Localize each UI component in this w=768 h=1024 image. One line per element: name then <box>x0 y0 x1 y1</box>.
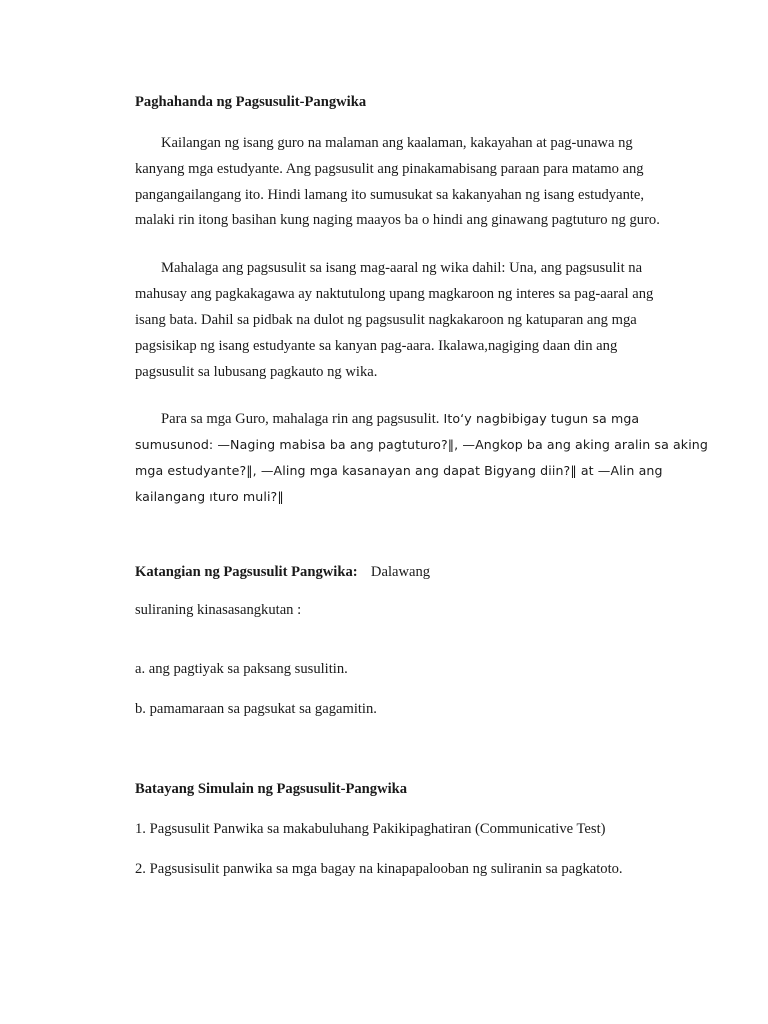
paragraph3-line2: sumusunod: —Naging mabisa ba ang pagtuturo?‖, —Angkop ba ang aking aralin sa aking <box>135 437 708 452</box>
batayang-item-2: 2. Pagsusisulit panwika sa mga bagay na kinapapalooban ng suliranin sa pagkatoto. <box>135 861 623 877</box>
paragraph2-line5: pagsusulit sa lubusang pagkauto ng wika. <box>135 364 378 380</box>
batayang-item-1: 1. Pagsusulit Panwika sa makabuluhang Pakikipaghatiran (Communicative Test) <box>135 821 606 837</box>
paragraph1-line1: Kailangan ng isang guro na malaman ang kaalaman, kakayahan at pag-unawa ng <box>161 135 633 151</box>
paragraph2-line1: Mahalaga ang pagsusulit sa isang mag-aaral ng wika dahil: Una, ang pagsusulit na <box>161 260 643 276</box>
section-heading-katangian <box>135 563 430 581</box>
paragraph2-line2: mahusay ang pagkakagawa ay naktutulong upang magkaroon ng interes sa pag-aaral ang <box>135 286 654 302</box>
katangian-item-a: a. ang pagtiyak sa paksang susulitin. <box>135 661 348 677</box>
paragraph3-line1-serif: Para sa mga Guro, mahalaga rin ang pagsusulit. <box>161 411 440 427</box>
paragraph3-line3: mga estudyante?‖, —Aling mga kasanayan ang dapat Bigyang diin?‖ at —Alin ang <box>135 463 663 478</box>
katangian-continuation: suliraning kinasasangkutan : <box>135 602 302 618</box>
section-heading-paghahanda: Paghahanda ng Pagsusulit-Pangwika <box>135 94 367 110</box>
paragraph2-line3: isang bata. Dahil sa pidbak na dulot ng pagsusulit nagkakaroon ng katuparan ang mga <box>135 312 637 328</box>
paragraph3-line1 <box>161 410 639 428</box>
paragraph3-line1-sans: Ito‘y nagbibigay tugun sa mga <box>439 411 640 426</box>
paragraph2-line4: pagsisikap ng isang estudyante sa kanyan pag-aara. Ikalawa,nagiging daan din ang <box>135 338 618 354</box>
katangian-heading-bold: Katangian ng Pagsusulit Pangwika: <box>135 564 358 580</box>
katangian-heading-trailing: Dalawang <box>370 564 431 580</box>
paragraph1-line3: pangangailangang ito. Hindi lamang ito sumusukat sa kakanyahan ng isang estudyante, <box>135 187 645 203</box>
paragraph3-line4: kailangang ıturo muli?‖ <box>135 489 284 504</box>
paragraph1-line2: kanyang mga estudyante. Ang pagsusulit ang pinakamabisang paraan para matamo ang <box>135 161 644 177</box>
section-heading-batayang: Batayang Simulain ng Pagsusulit-Pangwika <box>135 781 408 797</box>
paragraph1-line4: malaki rin itong basihan kung naging maayos ba o hindi ang ginawang pagtuturo ng guro. <box>135 212 660 228</box>
katangian-item-b: b. pamamaraan sa pagsukat sa gagamitin. <box>135 701 377 717</box>
